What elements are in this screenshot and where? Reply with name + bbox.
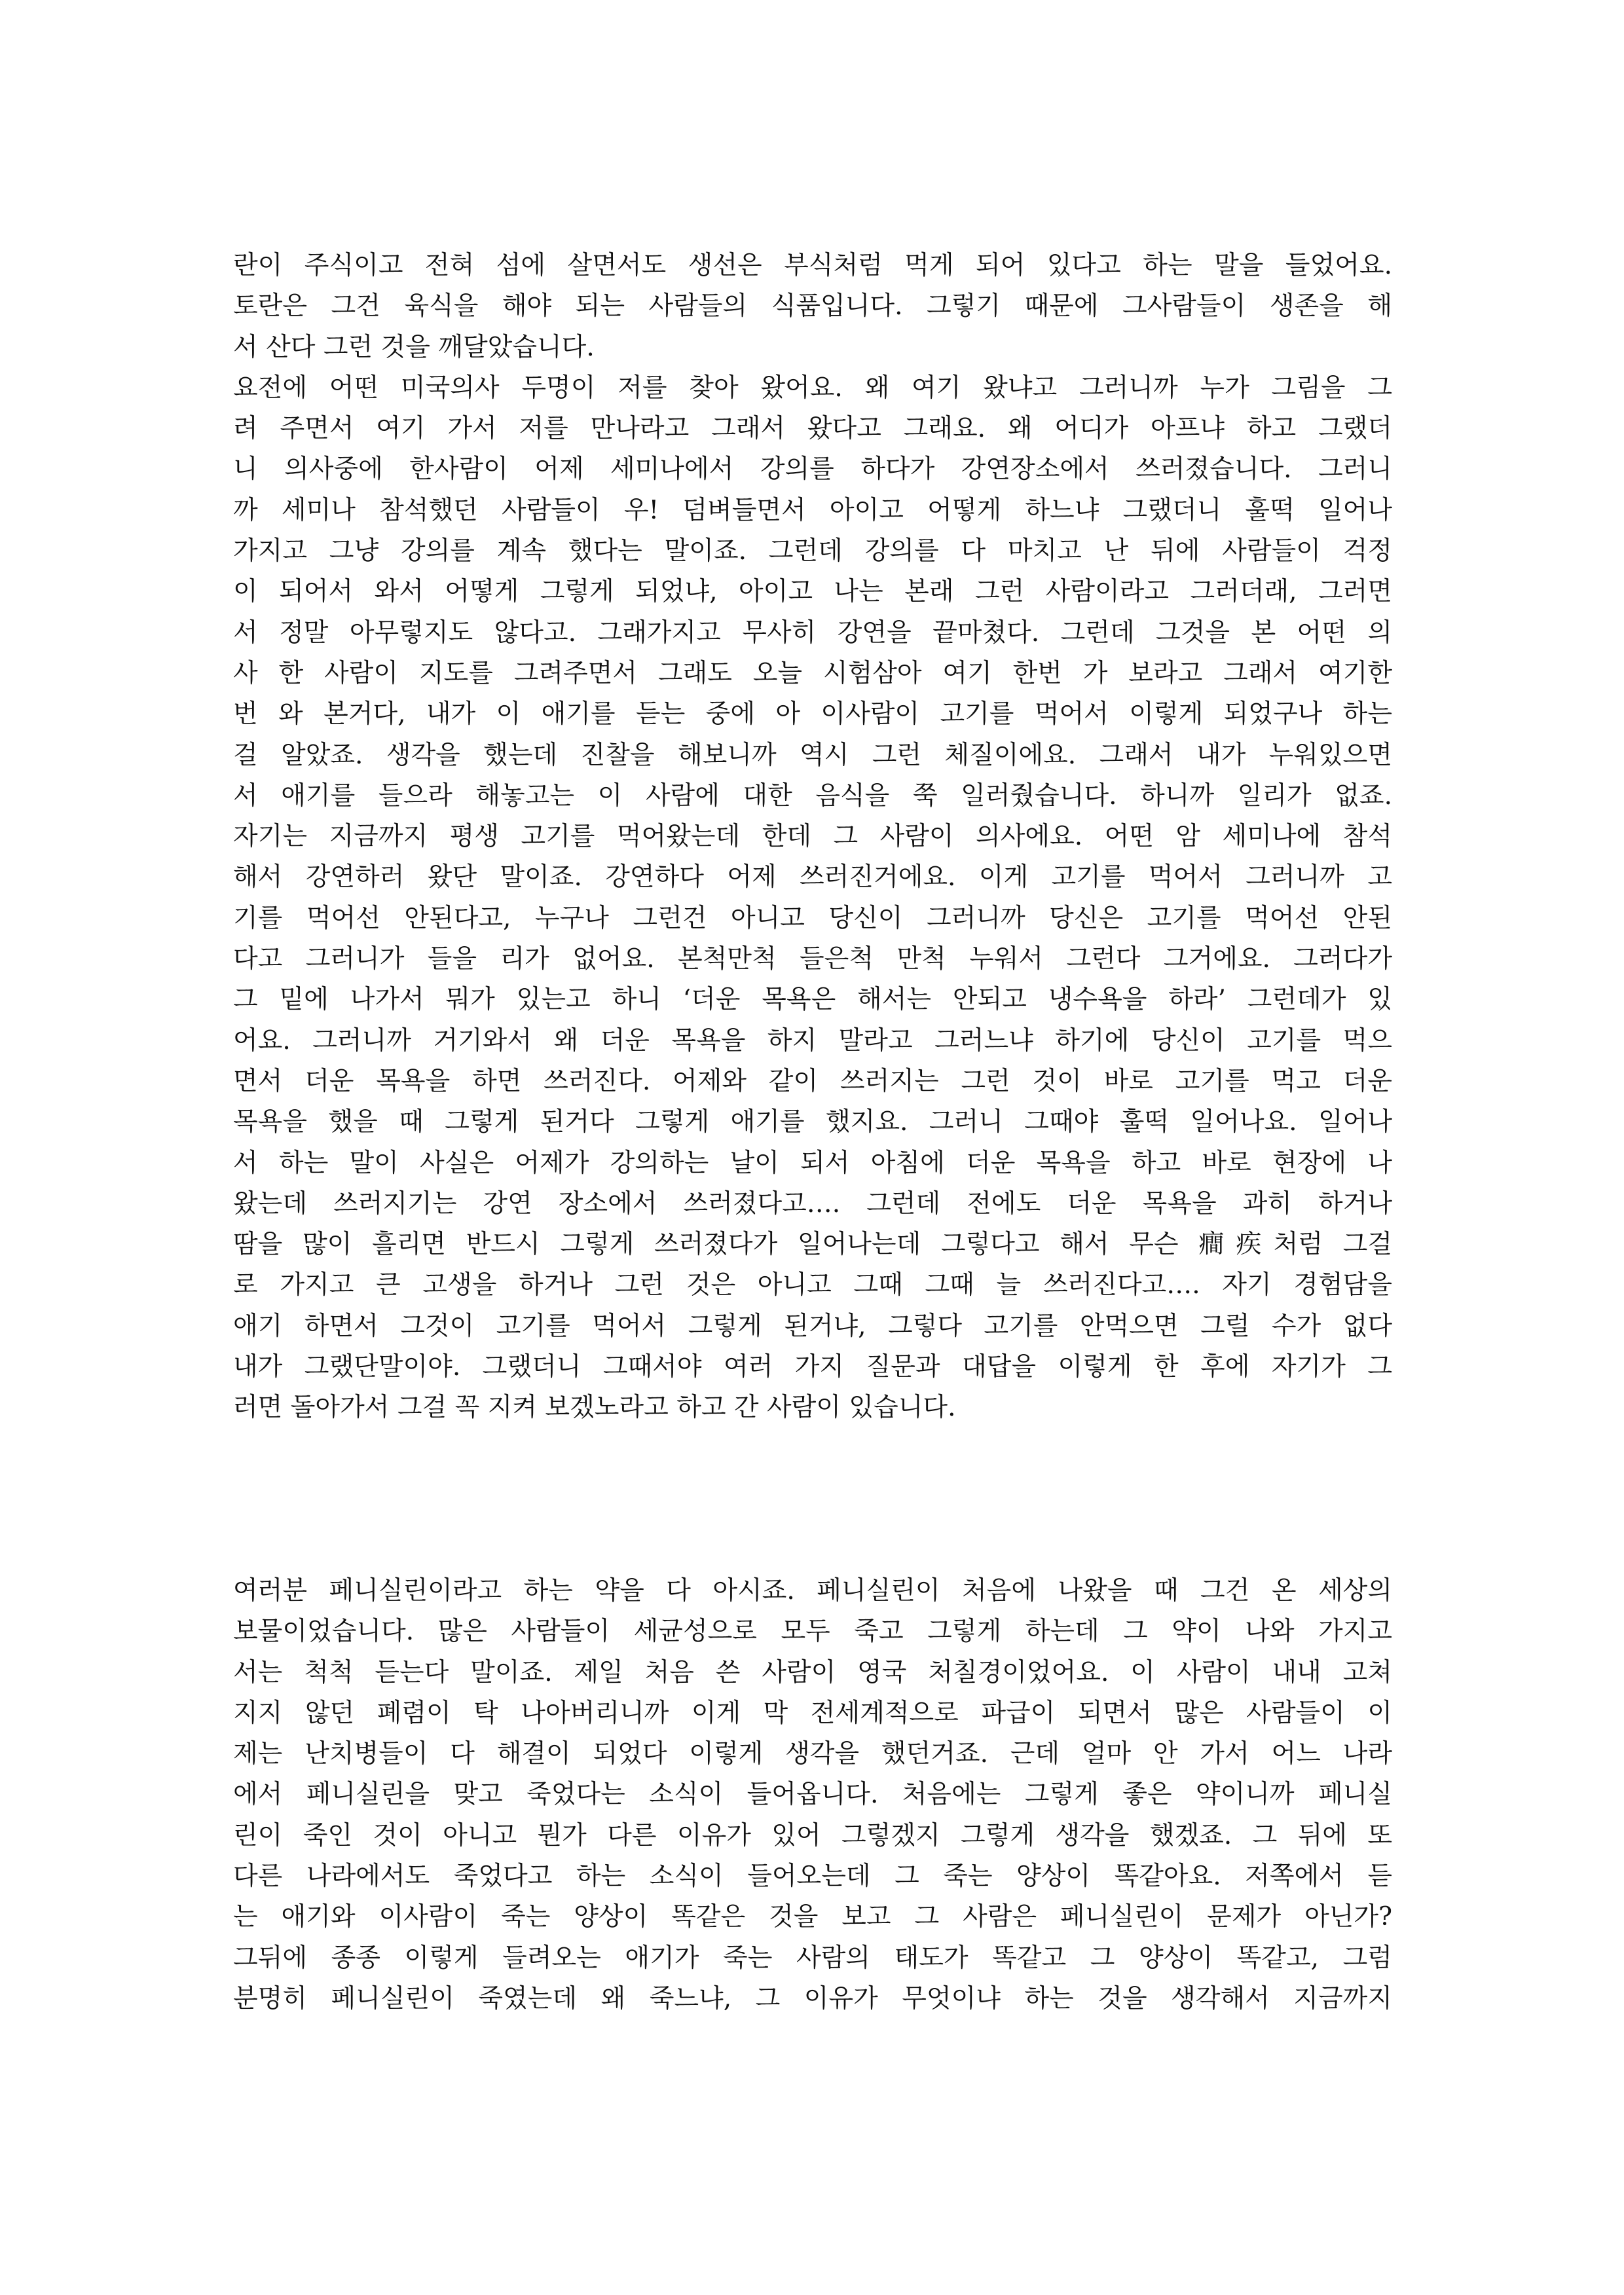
text-line: 다른 나라에서도 죽었다고 하는 소식이 들어오는데 그 죽는 양상이 똑같아요. 저쪽에서 듣 <box>233 1862 1392 1892</box>
text-line: 다고 그러니가 들을 리가 없어요. 본척만척 들은척 만척 누워서 그런다 그거에요. 그러다가 <box>233 944 1392 974</box>
text-line: 린이 죽인 것이 아니고 뭔가 다른 이유가 있어 그렇겠지 그렇게 생각을 했겠죠. 그 뒤에 또 <box>233 1820 1392 1850</box>
text-line: 서 애기를 들으라 해놓고는 이 사람에 대한 음식을 쭉 일러줬습니다. 하니까 일리가 없죠. <box>233 780 1392 811</box>
text-line: 서는 척척 듣는다 말이죠. 제일 처음 쓴 사람이 영국 처칠경이었어요. 이 사람이 내내 고쳐 <box>233 1657 1392 1687</box>
text-line: 려 주면서 여기 가서 저를 만나라고 그래서 왔다고 그래요. 왜 어디가 아프냐 하고 그랬더 <box>233 414 1392 444</box>
text-line: 자기는 지금까지 평생 고기를 먹어왔는데 한데 그 사람이 의사에요. 어떤 암 세미나에 참석 <box>233 822 1392 852</box>
paragraph-1 <box>233 246 1392 1429</box>
text-line: 니 의사중에 한사람이 어제 세미나에서 강의를 하다가 강연장소에서 쓰러졌습니다. 그러니 <box>233 454 1392 485</box>
text-line: 요전에 어떤 미국의사 두명이 저를 찾아 왔어요. 왜 여기 왔냐고 그러니까 누가 그림을 그 <box>233 373 1392 403</box>
text-line: 토란은 그건 육식을 해야 되는 사람들의 식품입니다. 그렇기 때문에 그사람들이 생존을 해 <box>233 291 1392 321</box>
text-line: 그 밑에 나가서 뭐가 있는고 하니 ‘더운 목욕은 해서는 안되고 냉수욕을 하라’ 그런데가 있 <box>233 985 1392 1015</box>
text-line: 까 세미나 참석했던 사람들이 우! 덤벼들면서 아이고 어떻게 하느냐 그랬더니 훌떡 일어나 <box>233 495 1392 525</box>
text-line: 번 와 본거다, 내가 이 애기를 듣는 중에 아 이사람이 고기를 먹어서 이렇게 되었구나 하는 <box>233 699 1392 729</box>
text-line: 사 한 사람이 지도를 그려주면서 그래도 오늘 시험삼아 여기 한번 가 보라고 그래서 여기한 <box>233 658 1392 688</box>
text-line: 가지고 그냥 강의를 계속 했다는 말이죠. 그런데 강의를 다 마치고 난 뒤에 사람들이 걱정 <box>233 536 1392 566</box>
text-line: 러면 돌아가서 그걸 꼭 지켜 보겠노라고 하고 간 사람이 있습니다. <box>233 1393 956 1423</box>
text-line: 란이 주식이고 전혀 섬에 살면서도 생선은 부식처럼 먹게 되어 있다고 하는 말을 들었어요. <box>233 251 1392 280</box>
text-line: 왔는데 쓰러지기는 강연 장소에서 쓰러졌다고…. 그런데 전에도 더운 목욕을 과히 하거나 <box>233 1188 1392 1219</box>
text-line: 목욕을 했을 때 그렇게 된거다 그렇게 애기를 했지요. 그러니 그때야 훌떡 일어나요. 일어나 <box>233 1107 1392 1137</box>
text-line: 땀을 많이 흘리면 반드시 그렇게 쓰러졌다가 일어나는데 그렇다고 해서 무슨 癎疾처럼 그걸 <box>233 1230 1392 1260</box>
text-line: 제는 난치병들이 다 해결이 되었다 이렇게 생각을 했던거죠. 근데 얼마 안 가서 어느 나라 <box>233 1739 1392 1769</box>
text-line: 지지 않던 폐렴이 탁 나아버리니까 이게 막 전세계적으로 파급이 되면서 많은 사람들이 이 <box>233 1698 1392 1728</box>
text-line: 보물이었습니다. 많은 사람들이 세균성으로 모두 죽고 그렇게 하는데 그 약이 나와 가지고 <box>233 1617 1392 1647</box>
text-line: 서 산다 그런 것을 깨달았습니다. <box>233 332 595 362</box>
text-line: 여러분 페니실린이라고 하는 약을 다 아시죠. 페니실린이 처음에 나왔을 때 그건 온 세상의 <box>233 1576 1392 1606</box>
text-line: 이 되어서 와서 어떻게 그렇게 되었냐, 아이고 나는 본래 그런 사람이라고 그러더래, 그러면 <box>233 577 1392 607</box>
text-line: 에서 페니실린을 맞고 죽었다는 소식이 들어옵니다. 처음에는 그렇게 좋은 약이니까 페니실 <box>233 1780 1392 1810</box>
text-line: 서 정말 아무렇지도 않다고. 그래가지고 무사히 강연을 끝마쳤다. 그런데 그것을 본 어떤 의 <box>233 617 1392 648</box>
text-line: 내가 그랬단말이야. 그랬더니 그때서야 여러 가지 질문과 대답을 이렇게 한 후에 자기가 그 <box>233 1352 1392 1382</box>
text-line: 로 가지고 큰 고생을 하거나 그런 것은 아니고 그때 그때 늘 쓰러진다고…. 자기 경험담을 <box>233 1270 1392 1300</box>
text-line: 분명히 페니실린이 죽였는데 왜 죽느냐, 그 이유가 무엇이냐 하는 것을 생각해서 지금까지 <box>233 1983 1392 2013</box>
text-line: 걸 알았죠. 생각을 했는데 진찰을 해보니까 역시 그런 체질이에요. 그래서 내가 누워있으면 <box>233 740 1392 770</box>
text-line: 는 애기와 이사람이 죽는 양상이 똑같은 것을 보고 그 사람은 페니실린이 문제가 아닌가? <box>233 1902 1392 1932</box>
text-line: 서 하는 말이 사실은 어제가 강의하는 날이 되서 아침에 더운 목욕을 하고 바로 현장에 나 <box>233 1148 1392 1178</box>
paragraph-2 <box>233 1571 1392 2019</box>
text-line: 기를 먹어선 안된다고, 누구나 그런건 아니고 당신이 그러니까 당신은 고기를 먹어선 안된 <box>233 903 1392 933</box>
text-line: 면서 더운 목욕을 하면 쓰러진다. 어제와 같이 쓰러지는 그런 것이 바로 고기를 먹고 더운 <box>233 1066 1392 1096</box>
text-line: 그뒤에 종종 이렇게 들려오는 애기가 죽는 사람의 태도가 똑같고 그 양상이 똑같고, 그럼 <box>233 1943 1392 1973</box>
text-line: 애기 하면서 그것이 고기를 먹어서 그렇게 된거냐, 그렇다 고기를 안먹으면 그럴 수가 없다 <box>233 1311 1392 1341</box>
text-line: 어요. 그러니까 거기와서 왜 더운 목욕을 하지 말라고 그러느냐 하기에 당신이 고기를 먹으 <box>233 1025 1392 1056</box>
text-line: 해서 강연하러 왔단 말이죠. 강연하다 어제 쓰러진거에요. 이게 고기를 먹어서 그러니까 고 <box>233 862 1392 892</box>
